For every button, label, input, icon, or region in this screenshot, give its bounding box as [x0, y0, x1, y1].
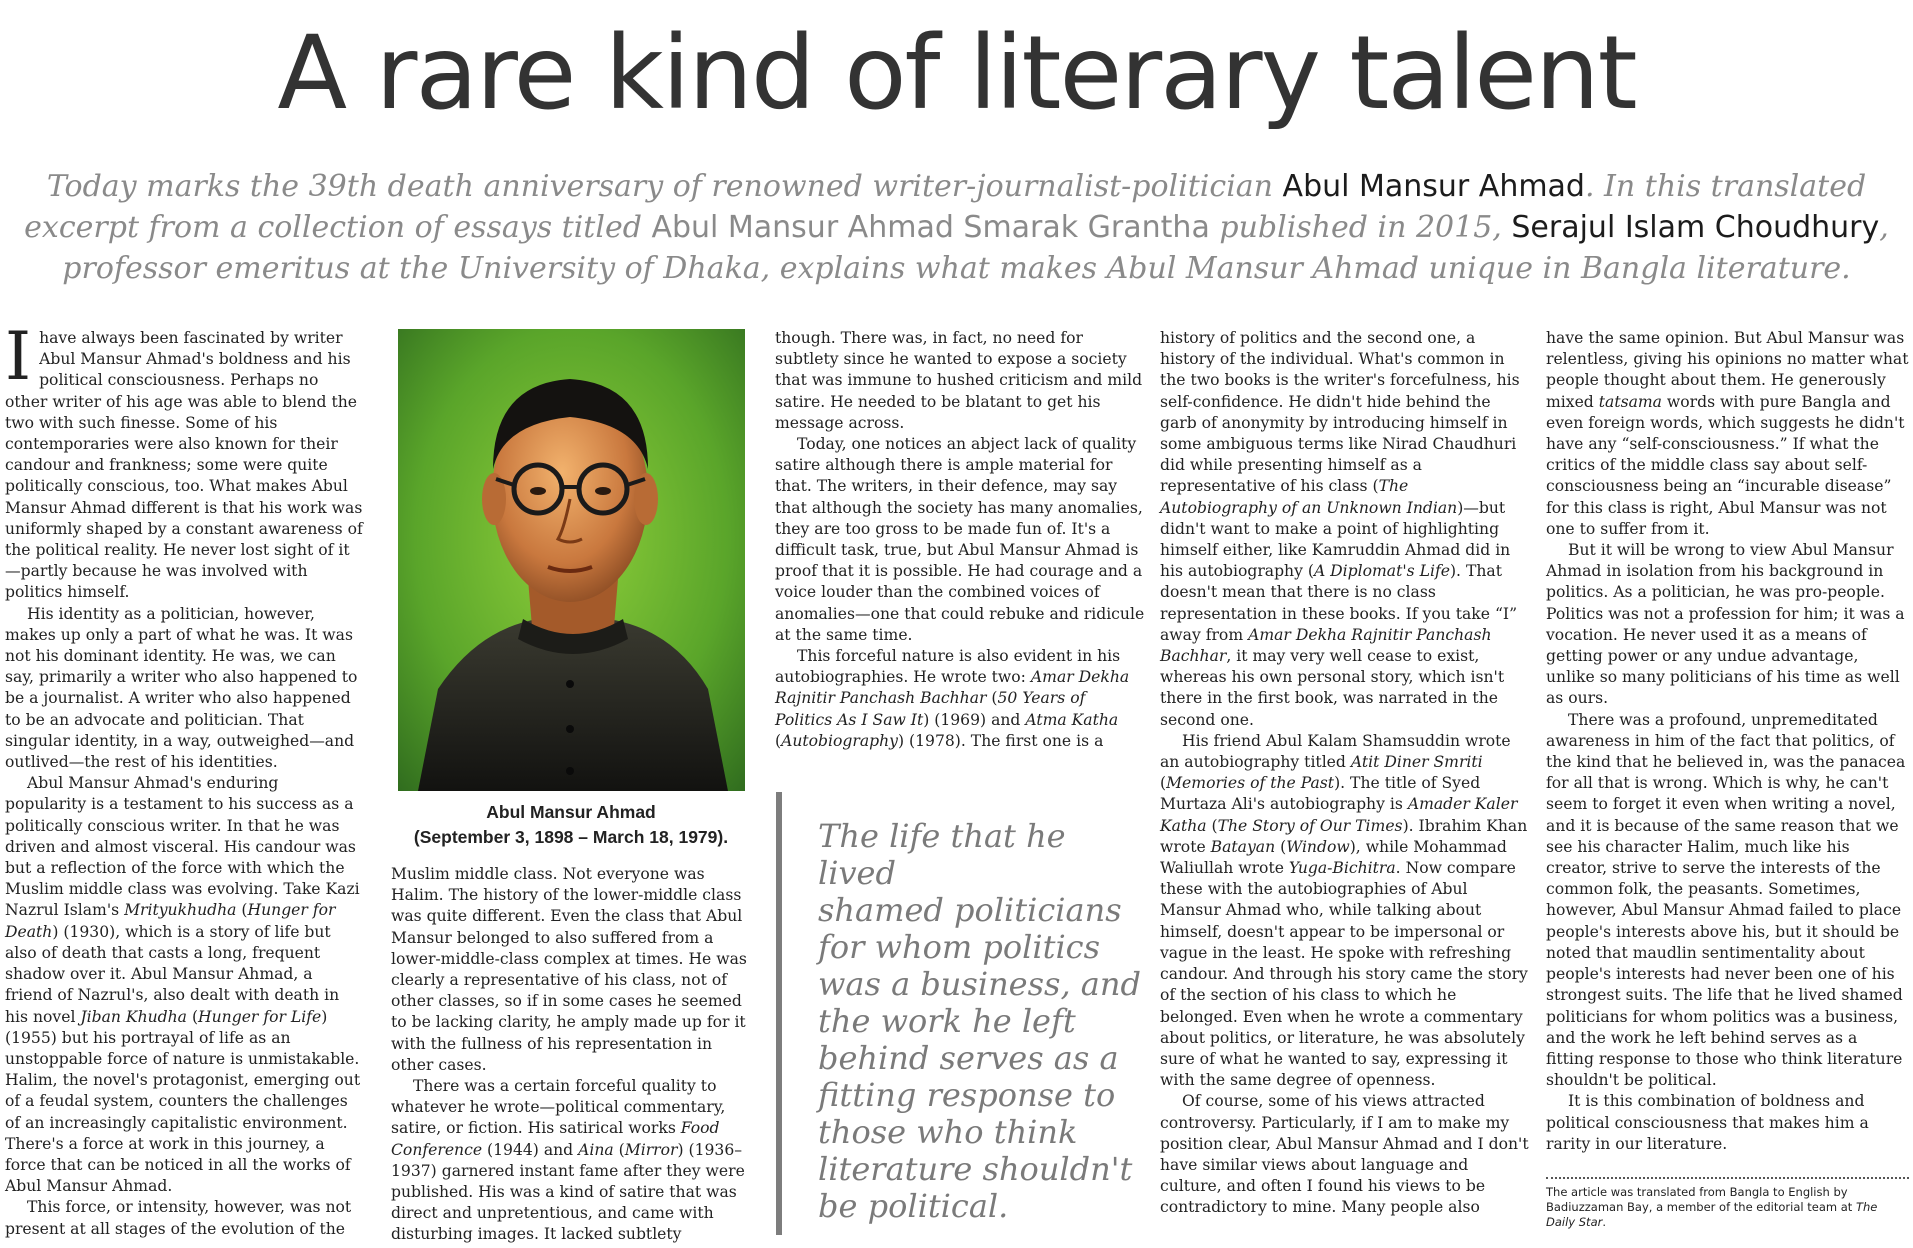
- paragraph: This forceful nature is also evident in his autobiographies. He wrote two: Amar Dekha Rajnitir Panchash Bachhar (50 Years of Politics As I Saw It) (1969) and Atma Katha (Autobiography) (1978). The first one is a: [775, 647, 1130, 750]
- article-column-4: [1160, 328, 1530, 1219]
- article-column-3: [775, 328, 1147, 752]
- book-title: Abul Mansur Ahmad Smarak Grantha: [651, 210, 1210, 245]
- paragraph: history of politics and the second one, a history of the individual. What's common in the two books is the writer's forcefulness, his self-confidence. He didn't hide behind the garb of anonymity by introducing himself in some ambiguous terms like Nirad Chaudhuri did while presenting himself as a representative of his class (The Autobiography of an Unknown Indian)—but didn't want to make a point of highlighting himself either, like Kamruddin Ahmad did in his autobiography (A Diplomat's Life). That doesn't mean that there is no class representation in these books. If you take “I” away from Amar Dekha Rajnitir Panchash Bachhar, it may very well cease to exist, whereas his own personal story, which isn't there in the first book, was narrated in the second one.: [1160, 329, 1520, 729]
- paragraph: But it will be wrong to view Abul Mansur Ahmad in isolation from his background in politics. As a politician, he was pro-people. Politics was not a profession for him; it was a vocation. He never used it as a means of getting power or any undue advantage, unlike so many politicians of his time as well as ours.: [1546, 541, 1905, 708]
- paragraph: His friend Abul Kalam Shamsuddin wrote an autobiography titled Atit Diner Smriti (Memories of the Past). The title of Syed Murtaza Ali's autobiography is Amader Kaler Katha (The Story of Our Times). Ibrahim Khan wrote Batayan (Window), while Mohammad Waliullah wrote Yuga-Bichitra. Now compare these with the autobiographies of Abul Mansur Ahmad who, while talking about himself, doesn't appear to be impersonal or vague in the least. He spoke with refreshing candour. And through his story came the story of the section of his class to which he belonged. Even when he wrote a commentary about politics, or literature, he was absolutely sure of what he wanted to say, expressing it with the same degree of openness.: [1160, 731, 1528, 1090]
- paragraph: It is this combination of boldness and political consciousness that makes him a rarity in our literature.: [1546, 1092, 1869, 1153]
- headline: A rare kind of literary talent: [277, 14, 1636, 133]
- paragraph: I have always been fascinated by writer Abul Mansur Ahmad's boldness and his political consciousness. Perhaps no other writer of his age was able to blend the two with such finesse. Some of his contemporaries were also known for their candour and frankness; some were quite politically conscious, too. What makes Abul Mansur Ahmad different is that his work was uniformly shaped by a constant awareness of the political reality. He never lost sight of it—partly because he was involved with politics himself.: [5, 318, 363, 602]
- paragraph: Muslim middle class. Not everyone was Halim. The history of the lower-middle class was quite different. Even the class that Abul Mansur belonged to also suffered from a lower-middle-class complex at times. He was clearly a representative of his class, not of other classes, so if in some cases he seemed to be lacking clarity, he amply made up for it with the fullness of his representation in other cases.: [391, 865, 747, 1074]
- paragraph: This force, or intensity, however, was not present at all stages of the evolution of the: [5, 1198, 352, 1238]
- pull-quote-bar: [776, 792, 782, 1235]
- paragraph: His identity as a politician, however, makes up only a part of what he was. It was not his dominant identity. He was, we can say, primarily a writer who also happened to be a journalist. A writer who also happened to be an advocate and politician. That singular identity, in a way, outweighed—and outlived—the rest of his identities.: [5, 604, 358, 772]
- article-column-2: [391, 864, 757, 1246]
- credit-divider: [1546, 1177, 1909, 1179]
- article-column-5: [1546, 328, 1910, 1155]
- paragraph: Today, one notices an abject lack of quality satire although there is ample material for that. The writers, in their defence, may say that although the society has many anomalies, they are too gross to be made fun of. It's a difficult task, true, but Abul Mansur Ahmad is proof that it is possible. He had courage and a voice louder than the combined voices of anomalies—one that could rebuke and ridicule at the same time.: [775, 435, 1145, 644]
- pull-quote: The life that he lived shamed politicians for whom politics was a business, and the work he left behind serves as a fitting response to those who think literature shouldn't be political.: [818, 817, 1141, 1225]
- paragraph: have the same opinion. But Abul Mansur was relentless, giving his opinions no matter what people thought about them. He generously mixed tatsama words with pure Bangla and even foreign words, which suggests he didn't have any “self-consciousness.” If what the critics of the middle class say about self-consciousness being an “incurable disease” for this class is right, Abul Mansur was not one to suffer from it.: [1546, 329, 1909, 538]
- paragraph: Of course, some of his views attracted controversy. Particularly, if I am to make my position clear, Abul Mansur Ahmad and I don't have similar views about language and culture, and often I found his views to be contradictory to mine. Many people also: [1160, 1092, 1529, 1217]
- essay-author-name: Serajul Islam Choudhury: [1511, 210, 1880, 245]
- portrait-photo: [398, 329, 745, 791]
- paragraph: Abul Mansur Ahmad's enduring popularity is a testament to his success as a politically conscious writer. In that he was driven and almost visceral. His candour was but a reflection of the force with which the Muslim middle class was evolving. Take Kazi Nazrul Islam's Mrityukhudha (Hunger for Death) (1930), which is a story of life but also of death that casts a long, frequent shadow over it. Abul Mansur Ahmad, a friend of Nazrul's, also dealt with death in his novel Jiban Khudha (Hunger for Life) (1955) but his portrayal of life as an unstoppable force of nature is unmistakable. Halim, the novel's protagonist, emerging out of a feudal system, counters the challenges of an increasingly capitalistic environment. There's a force at work in this journey, a force that can be noticed in all the works of Abul Mansur Ahmad.: [5, 774, 361, 1196]
- standfirst: Today marks the 39th death anniversary of renowned writer-journalist-politician Abul Mansur Ahmad. In this translated excerpt from a collection of essays titled Abul Mansur Ahmad Smarak Grantha published in 2015, Serajul Islam Choudhury, professor emeritus at the University of Dhaka, explains what makes Abul Mansur Ahmad unique in Bangla literature.: [24, 169, 1889, 286]
- photo-caption: Abul Mansur Ahmad (September 3, 1898 – March 18, 1979).: [413, 802, 729, 847]
- paragraph: though. There was, in fact, no need for subtlety since he wanted to expose a society that was immune to hushed criticism and mild satire. He needed to be blatant to get his message across.: [775, 329, 1143, 432]
- paragraph: There was a profound, unpremeditated awareness in him of the fact that politics, of the kind that he believed in, was the panacea for all that is wrong. Which is why, he can't seem to forget it even when writing a novel, and it is because of the same reason that we see his character Halim, much like his creator, strive to serve the interests of the common folk, the peasants. Sometimes, however, Abul Mansur Ahmad failed to place people's interests above his, but it should be noted that maudlin sentimentality about people's interests had never been one of his strongest suits. The life that he lived shamed politicians for whom politics was a business, and the work he left behind serves as a fitting response to those who think literature shouldn't be political.: [1546, 710, 1906, 1090]
- paragraph: There was a certain forceful quality to whatever he wrote—political commentary, satire, or fiction. His satirical works Food Conference (1944) and Aina (Mirror) (1936–1937) garnered instant fame after they were published. His was a kind of satire that was direct and unpretentious, and came with disturbing images. It lacked subtlety: [391, 1077, 745, 1244]
- drop-cap: I: [5, 318, 32, 395]
- translation-credit: The article was translated from Bangla to English by Badiuzzaman Bay, a member of the editorial team at The Daily Star.: [1546, 1185, 1878, 1229]
- author-subject-name: Abul Mansur Ahmad: [1282, 169, 1585, 204]
- article-column-1: [5, 318, 363, 1240]
